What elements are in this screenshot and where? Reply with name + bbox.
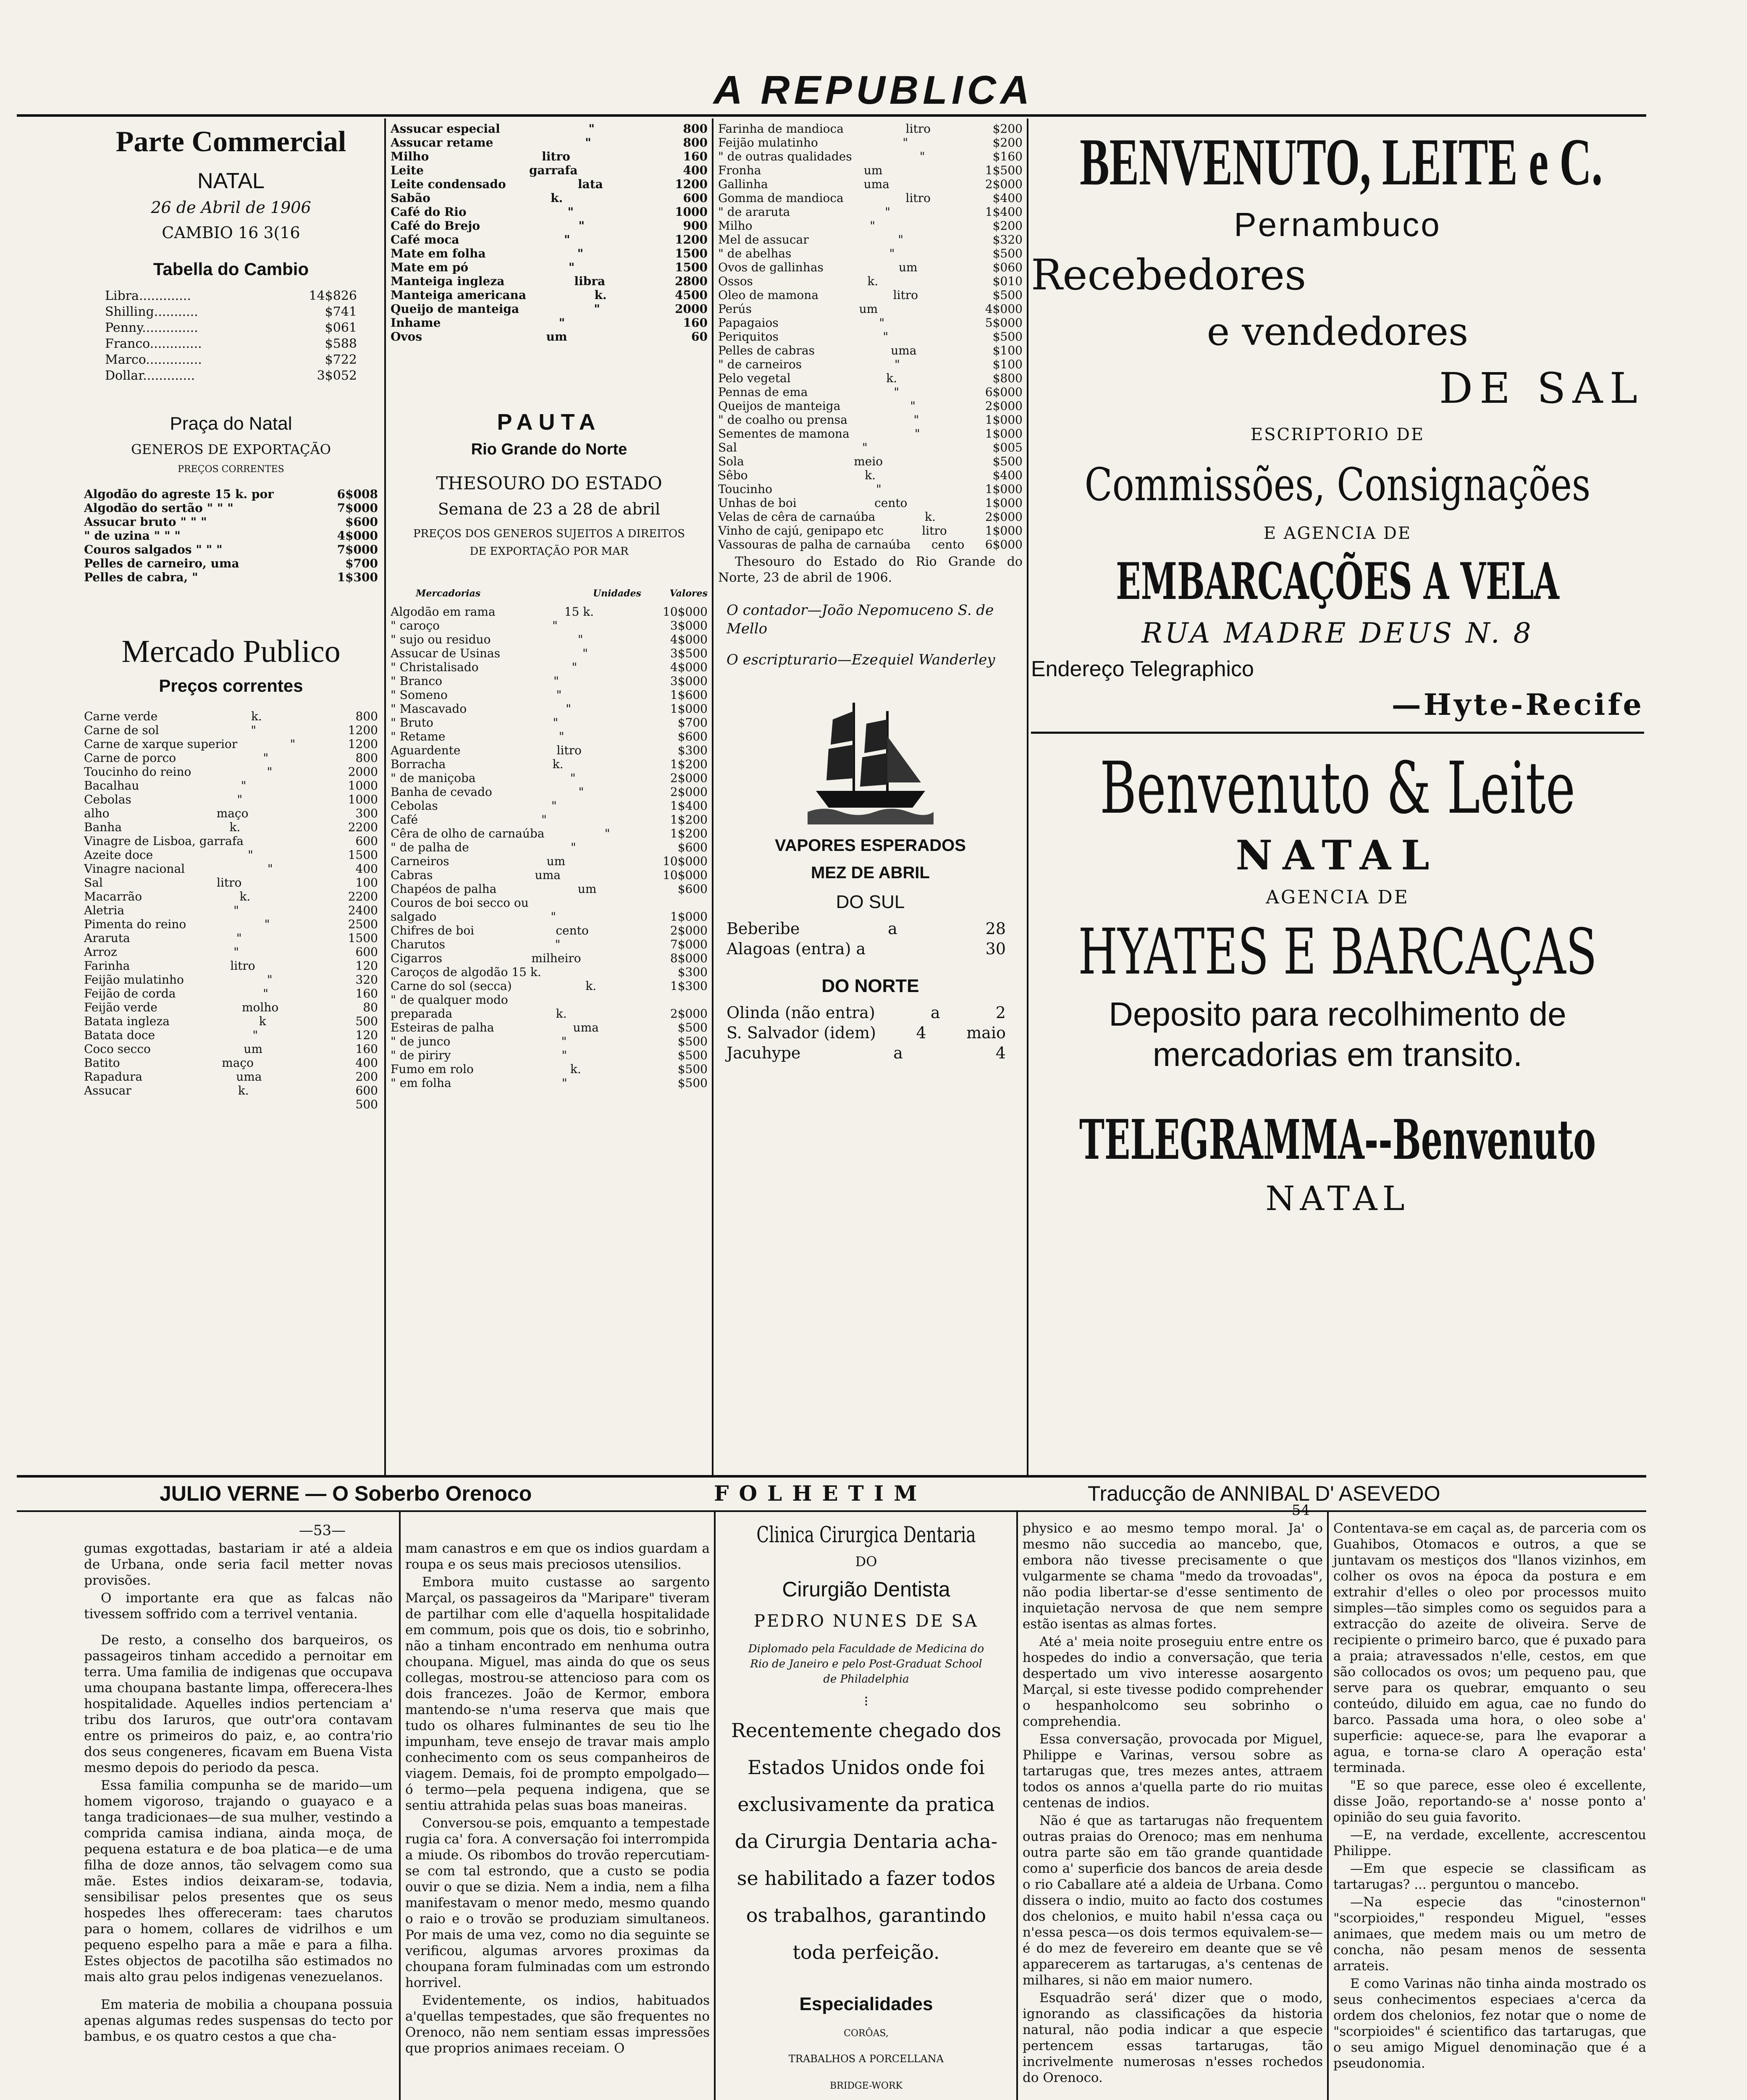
commercial-city: NATAL [197,169,265,193]
ship-illustration [718,686,1023,829]
folhetim-paragraph: Em materia de mobilia a choupana possuia apenas algumas redes suspensas do tecto por bambus, e os quatro cestos a que cha- [84,1997,393,2044]
price-row: Assucar retame " 800 [391,136,708,150]
folhetim-paragraph: De resto, a conselho dos barqueiros, os passageiros tinham accedido a pernoitar em terra. Uma familia de indigenas que occupava uma choupana bastante limpa, offerecera-lhes hospitalidade. Aquelles indios pertenciam a' tribu dos Iaruros, que outr'ora contavam entre os primeiros do paiz, e, ao contra'rio dos seus congeneres, ficavam em Buena Vista mesmo depois do periodo da pesca. [84,1633,393,1775]
agencia: E AGENCIA DE [1263,524,1412,543]
folhetim-paragraph: mam canastros e em que os indios guardam a roupa e os seus mais preciosos utensilios. [405,1541,710,1572]
folhetim-paragraph: Conversou-se pois, emquanto a tempestade rugia ca' fora. A conversação foi interrompida a miude. Os ribombos do trovão repercutiam-se com tal estrondo, que a custo se podia ouvir o que se dizia. Nem a india, nem a filha manifestavam o menor medo, mesmo quando o raio e o trovão se produziam simultaneos. Por mais de uma vez, como no dia seguinte se verificou, algumas arvores proximas da choupana foram fulminadas com um estrondo horrivel. [405,1816,710,1990]
market-row: Araruta " 1500 [84,931,378,945]
pauta-row: Aguardente litro $300 [391,743,708,757]
masthead-rule [17,114,1646,117]
price-row: Ovos um 60 [391,330,708,344]
recebedores: Recebedores [1031,250,1306,299]
pauta-row: Assucar de Usinas " 3$500 [391,646,708,660]
rate-row: Marco.............. $722 [105,352,357,367]
market-row: Aletria " 2400 [84,903,378,917]
folhetim-author: JULIO VERNE — O Soberbo Orenoco [160,1482,532,1505]
price-row: " de carneiros " $100 [718,357,1023,371]
folhetim-paragraph: Não é que as tartarugas não frequentem outras praias do Orenoco; mas em nenhuma outra parte são em tão grande quantidade como a' superficie dos bancos de areia desde o rio Caballare até a aldeia de Urbana. Como dissera o indio, muito ao facto dos costumes dos chelonios, e muito habil n'essa caça ou n'essa pesca—os dois termos equivalem-se—é do mez de fevereiro em deante que se vê apparecerem as tartarugas, a's centenas de milhares, si não em maior numero. [1023,1813,1323,1988]
market-row: Assucar k. 600 [84,1084,378,1097]
exports-list [84,487,378,584]
market-row: Rapadura uma 200 [84,1070,378,1084]
market-row: Macarrão k. 2200 [84,890,378,903]
folhetim-paragraph: physico e ao mesmo tempo moral. Ja' o mesmo não succedia ao mancebo, que, embora não tivesse precisamente o que vulgarmente se chama "medo da trovoadas", não podia libertar-se d'esse sentimento de inquietação nervosa de que nem sempre estão isentas as almas fortes. [1023,1521,1323,1632]
price-row: Vassouras de palha de carnaúba cento 6$000 [718,538,1023,551]
folhetim-rule-top [17,1475,1646,1478]
price-row: Feijão mulatinho " $200 [718,136,1023,150]
pauta-row: Caroços de algodão 15 k. $300 [391,965,708,979]
prices-column-2 [391,122,708,1474]
cambio: CAMBIO 16 3(16 [162,223,300,242]
price-row: Gomma de mandioca litro $400 [718,191,1023,205]
market-row: Carne de sol " 1200 [84,723,378,737]
sul-title: DO SUL [836,892,905,912]
pauta-row: " Christalisado " 4$000 [391,660,708,674]
market-row: Bacalhau " 1000 [84,779,378,793]
folhetim-col-rule-4 [1327,1512,1329,2100]
pauta-row: " Bruto " $700 [391,716,708,730]
export-row: " de uzina " " " 4$000 [84,529,378,543]
price-row: Papagaios " 5$000 [718,316,1023,330]
folhetim-paragraph: —E, na verdade, excellente, accrescentou Philippe. [1333,1827,1646,1858]
price-row: Queijos de manteiga " 2$000 [718,399,1023,413]
folhetim-col-rule-1 [399,1512,401,2100]
clinic-title: Clinica Cirurgica Dentaria [756,1522,976,1548]
pauta-row: Café " 1$200 [391,813,708,827]
folhetim-paragraph: —Na especie das "cinosternon" "scorpioides," respondeu Miguel, "esses animaes, que medem mais ou um metro de concha, não pesam menos de sessenta arrateis. [1333,1895,1646,1974]
folhetim-paragraph: Embora muito custasse ao sargento Marçal, os passageiros da "Maripare" tiveram de partilhar com elle d'aquella hospitalidade em commum, pois que os dois, tio e sobrinho, não a tinham encontrado em nenhuma outra choupana. Miguel, mas ainda do que os seus collegas, mostrou-se attencioso para com os dois francezes. João de Kermor, embora mantendo-se n'uma reserva que mais que tudo os olhares fulminantes de seu tio lhe impunham, teve ensejo de travar mais amplo conhecimento com os seus companheiros de viagem. Demais, foi de prompto empolgado—ó termo—pela pequena indigena, que se sentiu attrahida pelas suas boas maneiras. [405,1575,710,1813]
price-row: Sabão k. 600 [391,191,708,205]
telegraphic-address: —Hyte-Recife [1391,687,1644,722]
embarcacoes: EMBARCAÇÕES A VELA [1116,552,1559,611]
price-row: Manteiga americana k. 4500 [391,288,708,302]
price-row: Oleo de mamona litro $500 [718,288,1023,302]
price-row: Velas de cêra de carnaúba k. 2$000 [718,510,1023,524]
firm-city: Pernambuco [1234,206,1441,243]
price-row: Manteiga ingleza libra 2800 [391,274,708,288]
contador-signature: O contador—João Nepomuceno S. de Mello [727,602,994,637]
vapores-title: VAPORES ESPERADOS [775,836,966,855]
pauta-row: Cêra de olho de carnaúba " 1$200 [391,827,708,840]
market-row: Feijão verde molho 80 [84,1000,378,1014]
price-row: Sementes de mamona " 1$000 [718,427,1023,441]
telegramma: TELEGRAMMA--Benvenuto [1079,1108,1596,1172]
norte-row: S. Salvador (idem) 4 maio [727,1024,1006,1042]
folhetim-col-d [1277,1502,1646,2100]
norte-row: Jacuhype a 4 [727,1044,1006,1062]
clinic-especialidades: Especialidades [799,1994,933,2014]
pauta-row: salgado " 1$000 [391,910,708,924]
export-row: Assucar bruto " " " $600 [84,515,378,529]
prices-column-3 [718,122,1023,1474]
price-row: Leite garrafa 400 [391,163,708,177]
price-row: Café moca " 1200 [391,233,708,247]
pauta-row: Carne do sol (secca) k. 1$300 [391,979,708,993]
market-list [84,709,378,1111]
market-row: Cebolas " 1000 [84,793,378,806]
price-row: Milho litro 160 [391,150,708,163]
folhetim-paragraph: gumas exgottadas, bastariam ir até a aldeia de Urbana, onde seria facil metter novas provisões. [84,1541,393,1588]
market-row: Carne de xarque superior " 1200 [84,737,378,751]
price-row: Perús um 4$000 [718,302,1023,316]
folhetim-translator: Traducção de ANNIBAL D' ASEVEDO [1088,1482,1440,1505]
firm2-name: Benvenuto & Leite [1099,747,1576,830]
price-row: Vinho de cajú, genipapo etc litro 1$000 [718,524,1023,538]
pauta-row: " Branco " 3$000 [391,674,708,688]
masthead: A REPUBLICA [713,68,1034,113]
price-row: " de araruta " 1$400 [718,205,1023,219]
clinic-diploma: Diplomado pela Faculdade de Medicina do Rio de Janeiro e pelo Post-Graduat School de Philadelphia [748,1643,984,1685]
price-row: Leite condensado lata 1200 [391,177,708,191]
price-row: Fronha um 1$500 [718,163,1023,177]
export-row: Couros salgados " " " 7$000 [84,543,378,556]
price-row: Assucar especial " 800 [391,122,708,136]
folhetim-col-rule-2 [714,1512,716,2100]
folhetim-col-rule-3 [1016,1512,1018,2100]
page-number-left: —53— [299,1522,346,1539]
endereco: Endereço Telegraphico [1031,657,1254,681]
firm-name: BENVENUTO, LEITE e C. [1080,124,1603,199]
folhetim-title: FOLHETIM [714,1481,927,1506]
price-row: Unhas de boi cento 1$000 [718,496,1023,510]
folhetim-paragraph: O importante era que as falcas não tivessem soffrido com a terrivel ventania. [84,1591,393,1622]
price-row: Ossos k. $010 [718,274,1023,288]
export-row: Pelles de carneiro, uma $700 [84,556,378,570]
price-row: Mate em folha " 1500 [391,247,708,260]
market-row: Feijão mulatinho " 320 [84,973,378,987]
export-row: Pelles de cabra, " 1$300 [84,570,378,584]
rate-row: Penny.............. $061 [105,320,357,335]
pauta-row: " em folha " $500 [391,1076,708,1090]
norte-row: Olinda (não entra) a 2 [727,1003,1006,1022]
market-row: Coco secco um 160 [84,1042,378,1056]
folhetim-paragraph: E como Varinas não tinha ainda mostrado os seus conhecimentos especiaes a'cerca da ordem dos chelonios, fez notar que o nome de "scorpioides" é scientifico das tartarugas, que o seu amigo Miguel denominação que é a pseudonomia. [1333,1976,1646,2071]
price-row: Pelo vegetal k. $800 [718,371,1023,385]
sul-row: Alagoas (entra) a 30 [727,940,1006,958]
escripturario-signature: O escripturario—Ezequiel Wanderley [727,651,995,668]
deposito: Deposito para recolhimento de mercadorias em transito. [1109,995,1566,1073]
price-row: Periquitos " $500 [718,330,1023,344]
pauta-row: Charutos " 7$000 [391,937,708,951]
pauta-row: " Retame " $600 [391,730,708,743]
de-sal: DE SAL [1439,364,1644,413]
price-row: Café do Rio " 1000 [391,205,708,219]
pauta-row: " de piriry " $500 [391,1048,708,1062]
commissoes: Commissões, Consignações [1084,459,1591,511]
market-row: Batata doce " 120 [84,1028,378,1042]
norte-list [727,1003,1006,1063]
clinic-text: Recentemente chegado dos Estados Unidos onde foi exclusivamente da pratica da Cirurgia Dentaria acha-se habilitado a fazer todos os trabalhos, garantindo toda perfeição. [731,1719,1001,1964]
pauta-row: Cebolas " 1$400 [391,799,708,813]
folhetim-paragraph: "E so que parece, esse oleo é excellente, disse João, reportando-se a' nosse ponto a' opinião do seu guia favorito. [1333,1778,1646,1825]
folhetim-col-b [405,1541,710,2100]
market-row: Banha k. 2200 [84,820,378,834]
tabella-title: Tabella do Cambio [153,259,309,279]
clinic-bridge: BRIDGE-WORK [830,2081,902,2091]
price-row: Pennas de ema " 6$000 [718,385,1023,399]
market-row: Sal litro 100 [84,876,378,890]
pauta-row: Esteiras de palha uma $500 [391,1021,708,1034]
market-row: Carne de porco " 800 [84,751,378,765]
pauta-row: " caroço " 3$000 [391,619,708,633]
market-row: Farinha litro 120 [84,959,378,973]
pauta-header [391,585,708,601]
price-row: Café do Brejo " 900 [391,219,708,233]
folhetim-paragraph: Essa familia compunha se de marido—um homem vigoroso, trajando o guayaco e a tanga tradicionaes—de sua mulher, vestindo a comprida camisa indiana, ainda moça, de pequena estatura e de boa platica—e de uma filha de doze annos, tão selvagem como sua mãe. Estes indios deixaram-se, todavia, sensibilisar pelos presentes que os seus hospedes lhes offereceram: taes charutos para o homem, collares de vidrilhos e um pequeno espelho para a mãe e para a filha. Estes objectos de pacotilha são estimados no mais alto grau pelos indigenas venezuelanos. [84,1778,393,1984]
market-row: Vinagre de Lisboa, garrafa 600 [84,834,378,848]
ads-divider [1031,732,1644,734]
col3-items [718,122,1023,551]
clinic-cirurgiao: Cirurgião Dentista [782,1578,950,1601]
clinic-name: PEDRO NUNES DE SA [753,1612,979,1631]
price-row: Pelles de cabras uma $100 [718,344,1023,357]
pauta-row: Couros de boi secco ou [391,896,529,910]
pauta-row: " de junco " $500 [391,1034,708,1048]
folhetim-paragraph: Até a' meia noite proseguiu entre entre os hospedes do indio a conversação, que teria despertado um vivo interesse aosargento Marçal, si este tivesse podido comprehender o hespanholcomo seu sobrinho o comprehendia. [1023,1634,1323,1729]
vendedores: e vendedores [1207,309,1469,354]
folhetim-paragraph: —Em que especie se classificam as tartarugas? ... perguntou o mancebo. [1333,1861,1646,1892]
folhetim-col-a [84,1520,393,2100]
pauta-row: Cigarros milheiro 8$000 [391,951,708,965]
col2-items [391,122,708,344]
mercado-subtitle: Preços correntes [159,676,303,696]
rua: RUA MADRE DEUS N. 8 [1141,617,1534,649]
clinic-coroas: CORÔAS, [844,2028,889,2039]
ship-icon [808,686,934,824]
market-row: alho maço 300 [84,806,378,820]
page-number-right: —54— [1277,1502,1325,1519]
col-rule-2 [712,118,713,1475]
pauta-row: " de qualquer modo [391,993,508,1007]
price-row: Queijo de manteiga " 2000 [391,302,708,316]
pauta-row: " sujo ou residuo " 4$000 [391,633,708,646]
rate-row: Libra............. 14$826 [105,289,357,303]
market-row: Feijão de corda " 160 [84,987,378,1000]
pauta-row: Chapéos de palha um $600 [391,882,708,896]
pauta-row: preparada k. 2$000 [391,1007,708,1021]
folhetim-paragraph: Esquadrão será' dizer que o modo, ignorando as classificações da historia natural, não podia indicar a que especie pertencem essas tartarugas, tão incrivelmente numerosas n'esses rochedos do Orenoco. [1023,1990,1323,2085]
market-row: Toucinho do reino " 2000 [84,765,378,779]
price-row: " de abelhas " $500 [718,247,1023,260]
col-rule-1 [384,118,386,1475]
pauta-row: Fumo em rolo k. $500 [391,1062,708,1076]
price-row: Gallinha uma 2$000 [718,177,1023,191]
rate-row: Shilling........... $741 [105,304,357,319]
pauta-row: " Someno " 1$600 [391,688,708,702]
export-row: Algodão do sertão " " " 7$000 [84,501,378,515]
mercado-title: Mercado Publico [121,634,341,669]
praca-title: Praça do Natal [170,413,292,434]
price-row: Sêbo k. $400 [718,468,1023,482]
rates-list [105,288,357,384]
pauta-row: " Mascavado " 1$000 [391,702,708,716]
price-row: Mate em pó " 1500 [391,260,708,274]
market-row: Batata ingleza k 500 [84,1014,378,1028]
clinic-do: DO [855,1554,877,1570]
pauta-row: Borracha k. 1$200 [391,757,708,771]
natal-footer: NATAL [1265,1179,1410,1218]
pauta-row: Chifres de boi cento 2$000 [391,924,708,937]
pauta-list [391,605,708,1090]
escriptorio: ESCRIPTORIO DE [1250,425,1425,444]
pauta-head-val: Valores [669,588,708,599]
semana: Semana de 23 a 28 de abril [438,500,661,518]
agencia2: AGENCIA DE [1266,887,1409,908]
sul-list [727,919,1006,959]
sul-row: Beberibe a 28 [727,919,1006,938]
mez-title: MEZ DE ABRIL [811,864,930,882]
thesouro-closing: Thesouro do Estado do Rio Grande do Norte, 23 de abril de 1906. [718,554,1023,585]
price-row: Toucinho " 1$000 [718,482,1023,496]
commercial-date: 26 de Abril de 1906 [151,198,311,217]
thesouro-title: THESOURO DO ESTADO [436,473,662,494]
pauta-head-merc: Mercadorias [416,588,481,599]
folhetim-paragraph: Essa conversação, provocada por Miguel, Philippe e Varinas, versou sobre as tartarugas que, tres mezes antes, attraem todos os annos a'quella parte do rio muitas centenas de indios. [1023,1732,1323,1811]
firm2-city: NATAL [1235,832,1440,879]
pauta-row: Carneiros um 10$000 [391,854,708,868]
pauta-region: Rio Grande do Norte [471,441,627,458]
commercial-column [84,122,378,1474]
market-row: Arroz " 600 [84,945,378,959]
folhetim-paragraph: Evidentemente, os indios, habituados a'quellas tempestades, que são frequentes no Orenoco, não nem sentiam essas impressões que proprios animaes receiam. O [405,1993,710,2056]
price-row: " de outras qualidades " $160 [718,150,1023,163]
price-row: Mel de assucar " $320 [718,233,1023,247]
precos-title: PREÇOS CORRENTES [178,464,284,475]
folhetim-paragraph: Contentava-se em caçal as, de parceria com os Guahibos, Otomacos e outros, a que se juntavam os mestiços dos "llanos vizinhos, em colher os ovos na época da postura e em extrahir d'elles o oleo por processos muito simples—tão simples como os seguidos para a extracção do azeite de oliveira. Serve de recipiente o primeiro barco, que é puxado para a praia; atravessados n'elle, cestos, em que são collocados os ovos; um pequeno pau, que serve para os quebrar, emquanto o seu conteúdo, diluido em agua, cae no fundo do barco. Passada uma hora, o oleo sobe a' superficie: aquece-se, para lhe evaporar a agua, e torna-se claro A operação esta' terminada. [1333,1521,1646,1775]
hyates: HYATES E BARCAÇAS [1078,916,1597,989]
advertisement-column [1031,122,1644,1474]
pauta-row: " de palha de " $600 [391,840,708,854]
price-row: " de coalho ou prensa " 1$000 [718,413,1023,427]
pauta-head-unid: Unidades [593,588,641,599]
clinic-advertisement [720,1520,1012,2100]
clinic-porcelana: TRABALHOS A PORCELLANA [788,2053,944,2065]
pauta-row: Algodão em rama 15 k. 10$000 [391,605,708,619]
price-row: Inhame " 160 [391,316,708,330]
market-row: 500 [355,1097,378,1111]
col-rule-3 [1027,118,1028,1475]
price-row: Milho " $200 [718,219,1023,233]
pauta-title: PAUTA [497,410,601,435]
market-row: Pimenta do reino " 2500 [84,917,378,931]
pauta-row: " de maniçoba " 2$000 [391,771,708,785]
price-row: Farinha de mandioca litro $200 [718,122,1023,136]
pauta-row: Banha de cevado " 2$000 [391,785,708,799]
price-row: Sola meio $500 [718,454,1023,468]
generos-title: GENEROS DE EXPORTAÇÃO [131,441,331,457]
clinic-divider-mark: ⁝ [864,1693,868,1710]
rate-row: Franco............. $588 [105,336,357,351]
norte-title: DO NORTE [821,976,919,996]
market-row: Batito maço 400 [84,1056,378,1070]
price-row: Ovos de gallinhas um $060 [718,260,1023,274]
export-row: Algodão do agreste 15 k. por 6$008 [84,487,378,501]
market-row: Carne verde k. 800 [84,709,378,723]
rate-row: Dollar............. 3$052 [105,368,357,383]
commercial-title: Parte Commercial [115,126,346,158]
market-row: Vinagre nacional " 400 [84,862,378,876]
folhetim-col-c [1023,1520,1323,2100]
precos-note: PREÇOS DOS GENEROS SUJEITOS A DIREITOS DE EXPORTAÇÃO POR MAR [413,528,685,558]
pauta-row: Cabras uma 10$000 [391,868,708,882]
market-row: Azeite doce " 1500 [84,848,378,862]
price-row: Sal " $005 [718,441,1023,454]
